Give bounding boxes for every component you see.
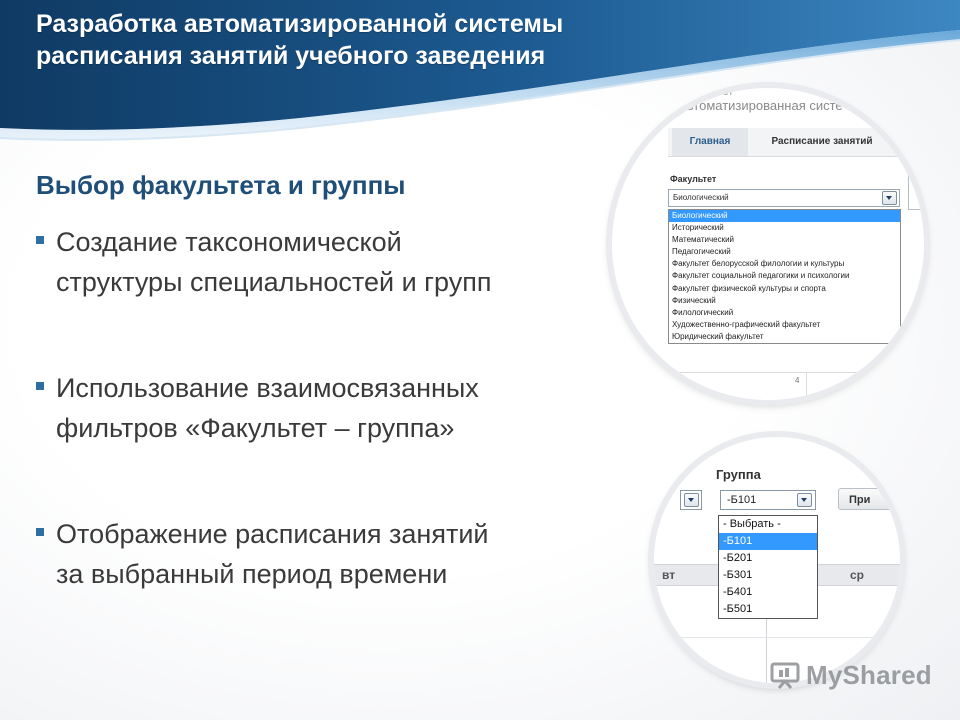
chevron-down-icon[interactable] — [684, 493, 699, 507]
faculty-option[interactable]: Биологический — [669, 210, 900, 222]
bullet-item — [34, 368, 479, 448]
group-option[interactable]: -Б301 — [723, 569, 753, 581]
faculty-option[interactable]: Педагогический — [672, 247, 731, 257]
faculty-zoom-circle — [612, 88, 924, 400]
group-select-value: -Б101 — [727, 494, 757, 506]
bullet-3-line-1: Отображение расписания занятий — [56, 519, 489, 549]
day-header-tue: вт — [662, 568, 676, 582]
bullet-1-line-2: структуры специальностей и групп — [56, 267, 492, 297]
group-option[interactable]: -Б101 — [719, 533, 817, 550]
group-select[interactable] — [720, 490, 816, 510]
group-option[interactable]: -Б401 — [723, 586, 753, 598]
chevron-down-icon[interactable] — [882, 191, 897, 205]
apply-button[interactable]: При — [838, 488, 898, 510]
previous-select[interactable] — [680, 490, 702, 510]
faculty-option[interactable]: Факультет социальной педагогики и психологии — [672, 271, 850, 281]
bullet-square-icon — [36, 236, 44, 244]
tab-main[interactable]: Главная — [672, 128, 748, 156]
faculty-option[interactable]: Факультет белорусской филологии и культуры — [672, 259, 845, 269]
app-title-fragment: Автоматизированная систе — [678, 98, 843, 113]
group-option[interactable]: - Выбрать - — [723, 518, 781, 530]
faculty-option[interactable]: Факультет физической культуры и спорта — [672, 283, 826, 293]
faculty-option[interactable]: Математический — [672, 235, 735, 245]
watermark — [770, 658, 932, 692]
faculty-label: Факультет — [670, 174, 717, 184]
faculty-option[interactable]: Юридический факультет — [672, 331, 764, 341]
chevron-down-icon[interactable] — [797, 493, 812, 507]
faculty-select-value: Биологический — [673, 193, 729, 202]
university-name-fragment: верситет — [688, 88, 734, 98]
schedule-grid-line — [668, 372, 924, 373]
bullet-2-line-2: фильтров «Факультет – группа» — [56, 413, 455, 443]
bullet-1-line-1: Создание таксономической — [56, 227, 402, 257]
group-dropdown-list — [718, 515, 818, 619]
watermark-text: MyShared — [806, 659, 932, 690]
schedule-grid-line — [654, 637, 900, 638]
faculty-option[interactable]: Исторический — [672, 223, 724, 233]
tab-schedule[interactable]: Расписание занятий — [771, 136, 873, 147]
bullet-2-line-1: Использование взаимосвязанных — [56, 373, 479, 403]
adjacent-select-fragment[interactable] — [908, 174, 923, 210]
schedule-grid-number: 4 — [795, 376, 800, 385]
presentation-board-icon — [770, 661, 800, 689]
slide-title-line-1: Разработка автоматизированной системы — [36, 10, 564, 38]
faculty-option[interactable]: Филологический — [672, 307, 734, 317]
slide-title — [36, 8, 676, 72]
faculty-option[interactable]: Художественно-графический факультет — [672, 319, 821, 329]
faculty-select[interactable] — [668, 189, 900, 207]
group-zoom-circle — [654, 437, 900, 683]
faculty-dropdown-list — [668, 209, 901, 344]
schedule-grid-line — [806, 372, 807, 400]
day-header-wed: ср — [850, 568, 865, 582]
section-subtitle: Выбор факультета и группы — [36, 170, 406, 200]
bullet-item — [34, 222, 491, 302]
bullet-square-icon — [36, 528, 44, 536]
bullet-item — [34, 514, 489, 594]
bullet-square-icon — [36, 382, 44, 390]
group-label: Группа — [716, 467, 761, 482]
bullet-3-line-2: за выбранный период времени — [56, 559, 448, 589]
group-option[interactable]: -Б501 — [723, 603, 753, 615]
slide-title-line-2: расписания занятий учебного заведения — [36, 42, 546, 70]
faculty-option[interactable]: Физический — [672, 295, 716, 305]
group-option[interactable]: -Б201 — [723, 552, 753, 564]
